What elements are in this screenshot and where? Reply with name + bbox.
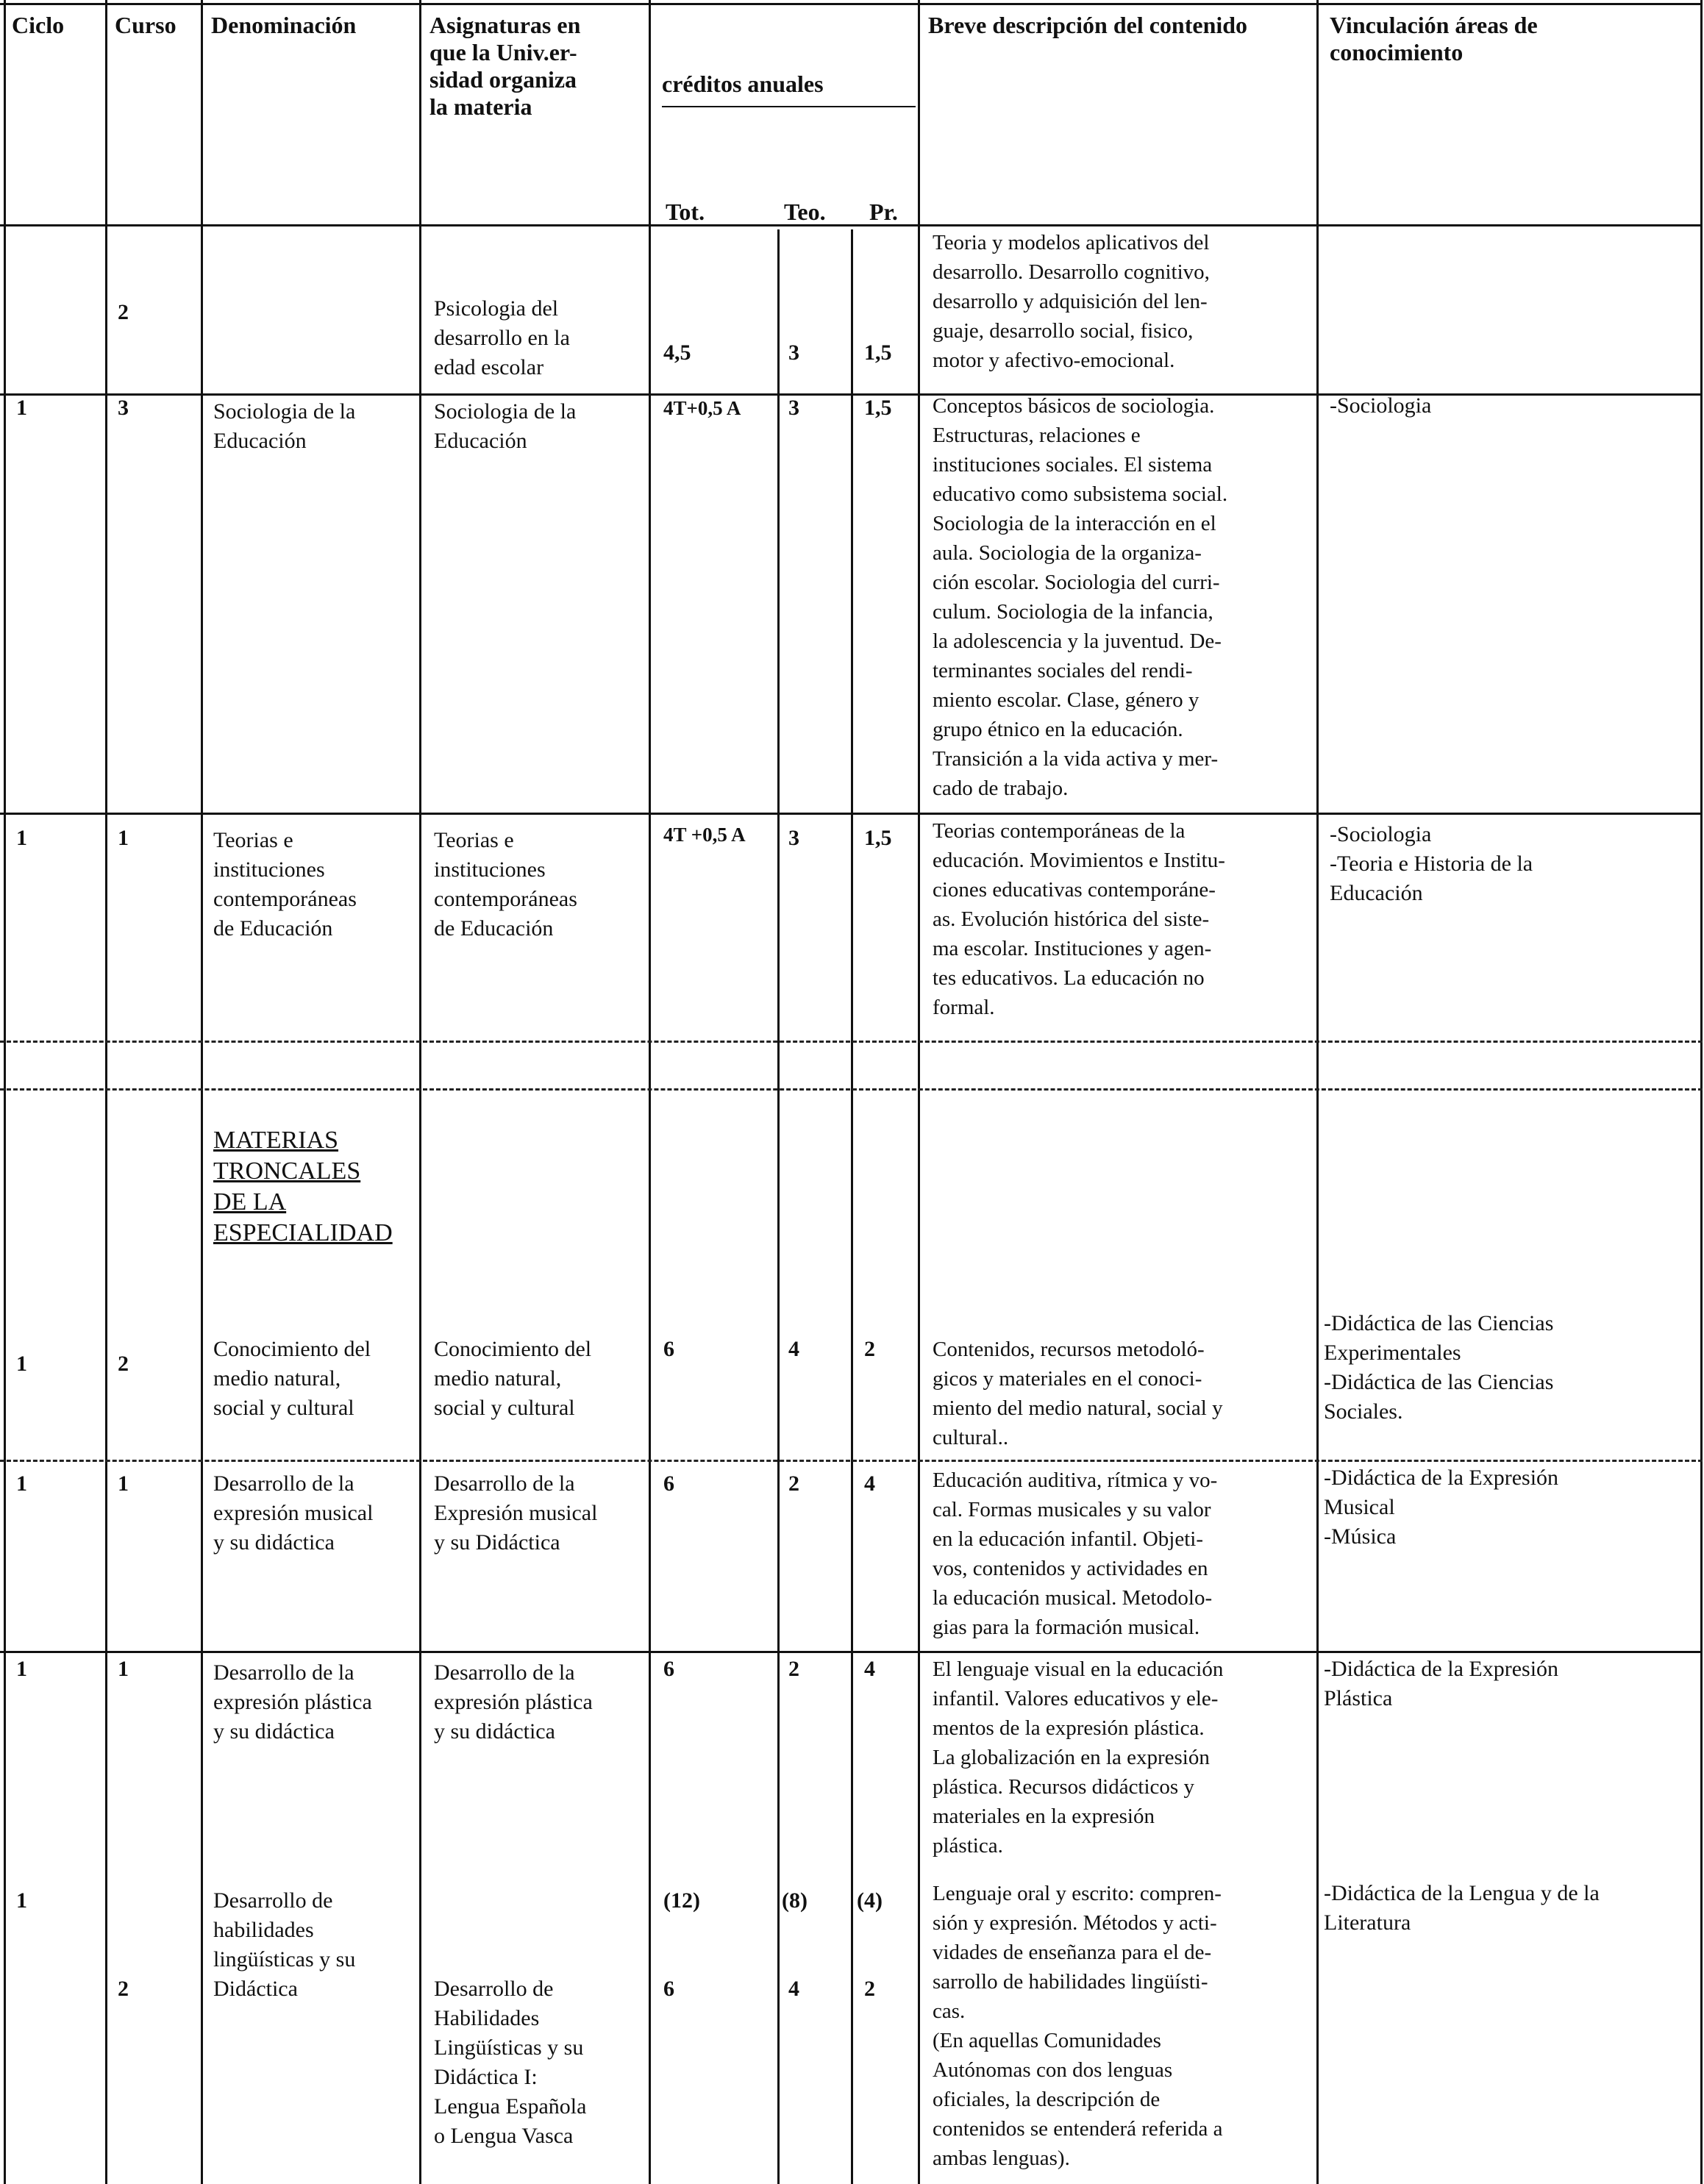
cell-descripcion: Contenidos, recursos metodoló- gicos y materiales en el conoci- miento del medio natural, social y cultural.. (933, 1338, 1223, 1449)
header-vinculacion: Vinculación áreas de conocimiento (1330, 12, 1538, 65)
cell-pr: 2 (864, 1337, 875, 1361)
cell-curso: 3 (118, 396, 129, 420)
cell-curso: 1 (118, 826, 129, 850)
cell-curso: 2 (118, 300, 129, 324)
cell-tot: 4T +0,5 A (663, 824, 746, 846)
cell-teo-total: (8) (782, 1888, 808, 1913)
cell-descripcion: Educación auditiva, rítmica y vo- cal. Formas musicales y su valor en la educación infantil. Objeti- vos, contenidos y actividades en la educación musical. Metodolo- gias para la formación musical. (933, 1469, 1218, 1639)
cell-tot: 6 (663, 1337, 674, 1361)
cell-denominacion: Desarrollo de la expresión plástica y su didáctica (213, 1660, 372, 1744)
header-tot: Tot. (666, 199, 705, 225)
cell-teo: 4 (788, 1337, 799, 1361)
cell-asignatura: Conocimiento del medio natural, social y cultural (434, 1337, 592, 1420)
cell-vinculacion: -Didáctica de la Expresión Musical -Música (1324, 1466, 1559, 1549)
header-teo: Teo. (784, 199, 826, 225)
cell-descripcion: Lenguaje oral y escrito: compren- sión y expresión. Métodos y acti- vidades de enseñanza para el de- sarrollo de habilidades lingüísti- cas. (En aquellas Comunidades Autónomas con dos lenguas oficiales, la descripción de contenidos se entenderá referida a ambas lenguas). (933, 1882, 1223, 2170)
header-denominacion: Denominación (211, 12, 357, 38)
cell-pr: 1,5 (864, 396, 892, 420)
cell-asignatura: Desarrollo de la expresión plástica y su didáctica (434, 1660, 593, 1744)
cell-pr: 2 (864, 1977, 875, 2001)
cell-tot: 6 (663, 1977, 674, 2001)
cell-pr: 1,5 (864, 826, 892, 850)
cell-ciclo: 1 (16, 826, 27, 850)
cell-teo: 3 (788, 340, 799, 365)
cell-denominacion: Teorias e instituciones contemporáneas de Educación (213, 828, 357, 941)
cell-curso: 1 (118, 1471, 129, 1496)
cell-teo: 2 (788, 1471, 799, 1496)
cell-descripcion: Teoria y modelos aplicativos del desarrollo. Desarrollo cognitivo, desarrollo y adquisición del len- guaje, desarrollo social, fisico, motor y afectivo-emocional. (933, 231, 1210, 372)
cell-teo: 3 (788, 396, 799, 420)
cell-descripcion: El lenguaje visual en la educación infantil. Valores educativos y ele- mentos de la expresión plástica. La globalización en la expresión plástica. Recursos didácticos y materiales en la expresión plástica. (933, 1657, 1224, 1858)
cell-vinculacion: -Didáctica de la Lengua y de la Literatura (1324, 1881, 1600, 1935)
cell-pr: 1,5 (864, 340, 892, 365)
cell-curso: 1 (118, 1657, 129, 1681)
cell-vinculacion: -Didáctica de las Ciencias Experimentales -Didáctica de las Ciencias Sociales. (1324, 1311, 1554, 1424)
header-pr: Pr. (869, 199, 898, 225)
cell-curso: 2 (118, 1352, 129, 1376)
cell-tot: 6 (663, 1471, 674, 1496)
cell-tot: 4T+0,5 A (663, 397, 741, 419)
cell-vinculacion: -Sociologia (1330, 393, 1432, 418)
cell-denominacion: Desarrollo de la expresión musical y su didáctica (213, 1471, 374, 1555)
cell-ciclo: 1 (16, 1888, 27, 1913)
cell-curso: 2 (118, 1977, 129, 2001)
cell-tot: 4,5 (663, 340, 691, 365)
cell-teo: 3 (788, 826, 799, 850)
cell-descripcion: Conceptos básicos de sociologia. Estructuras, relaciones e instituciones sociales. El sistema educativo como subsistema social. Sociologia de la interacción en el aula. Sociologia de la organiza- ción escolar. Sociologia del curri- culum. Sociologia de la infancia, la adolescencia y la juventud. De- terminantes sociales del rendi- miento escolar. Clase, género y grupo étnico en la educación. Transición a la vida activa y mer- cado de trabajo. (933, 394, 1228, 800)
cell-teo: 2 (788, 1657, 799, 1681)
cell-denominacion: Desarrollo de habilidades lingüísticas y su Didáctica (213, 1888, 356, 2001)
cell-asignatura: Teorias e instituciones contemporáneas de Educación (434, 828, 577, 941)
cell-asignatura: Desarrollo de Habilidades Lingüísticas y su Didáctica I: Lengua Española o Lengua Vasca (434, 1977, 587, 2148)
cell-asignatura: Sociologia de la Educación (434, 399, 577, 453)
cell-tot: 6 (663, 1657, 674, 1681)
cell-ciclo: 1 (16, 1352, 27, 1376)
cell-descripcion: Teorias contemporáneas de la educación. Movimientos e Institu- ciones educativas contemporáne- as. Evolución histórica del siste- ma escolar. Instituciones y agen- tes educativos. La educación no formal. (933, 819, 1225, 1019)
cell-denominacion: Sociologia de la Educación (213, 399, 356, 453)
cell-vinculacion: -Sociologia -Teoria e Historia de la Educación (1330, 822, 1533, 905)
header-curso: Curso (115, 12, 177, 38)
cell-teo: 4 (788, 1977, 799, 2001)
cell-asignatura: Desarrollo de la Expresión musical y su Didáctica (434, 1471, 598, 1555)
cell-pr: 4 (864, 1657, 875, 1681)
cell-ciclo: 1 (16, 1657, 27, 1681)
cell-pr-total: (4) (857, 1888, 883, 1913)
cell-ciclo: 1 (16, 1471, 27, 1496)
header-descripcion: Breve descripción del contenido (928, 12, 1248, 38)
header-ciclo: Ciclo (12, 12, 65, 38)
cell-asignatura: Psicologia del desarrollo en la edad escolar (434, 296, 570, 379)
cell-tot-total: (12) (663, 1888, 700, 1913)
header-creditos: créditos anuales (662, 71, 824, 97)
cell-denominacion: Conocimiento del medio natural, social y cultural (213, 1337, 371, 1420)
cell-ciclo: 1 (16, 396, 27, 420)
cell-pr: 4 (864, 1471, 875, 1496)
cell-vinculacion: -Didáctica de la Expresión Plástica (1324, 1657, 1559, 1710)
section-title: MATERIAS TRONCALES DE LA ESPECIALIDAD (213, 1127, 393, 1246)
header-asignaturas: Asignaturas en que la Univ.er- sidad organiza la materia (429, 12, 581, 120)
